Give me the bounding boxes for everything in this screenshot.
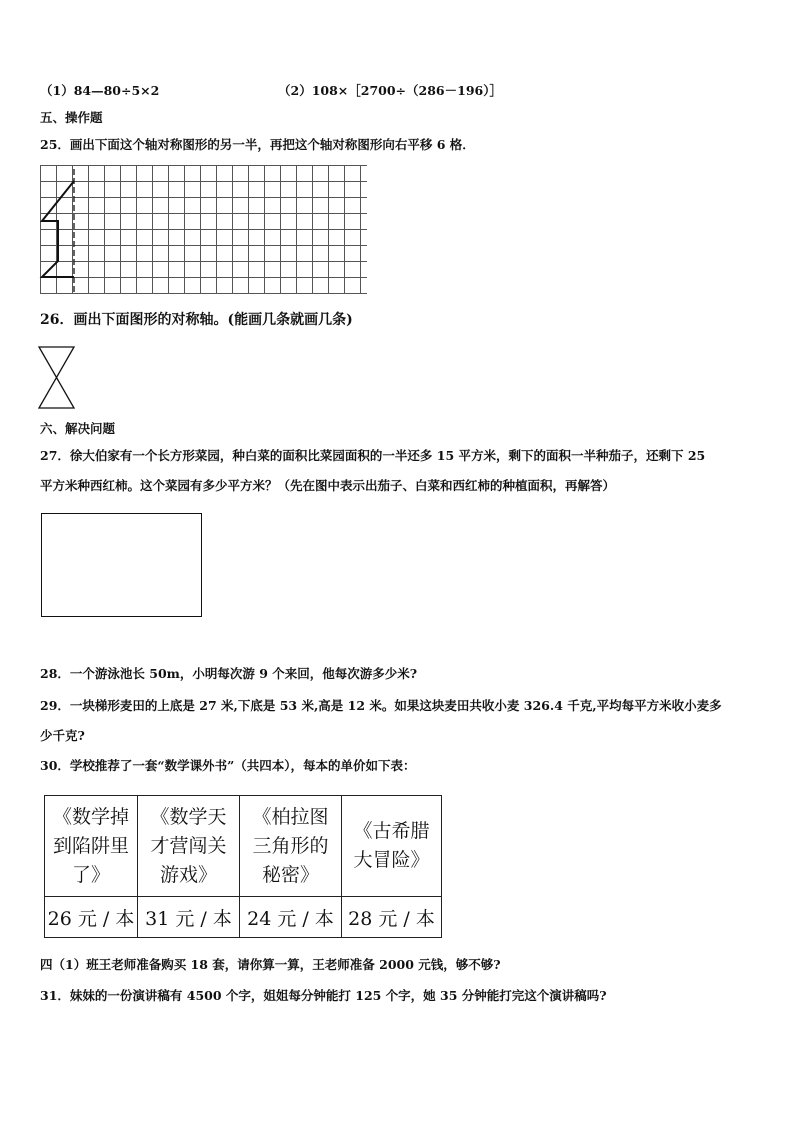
book-price-cell: 24 元 / 本 [240, 897, 342, 938]
book-price-cell: 26 元 / 本 [45, 897, 138, 938]
section-6-title: 六、解决问题 [40, 421, 116, 436]
book-title-cell: 《数学天 才营闯关 游戏》 [138, 796, 240, 897]
book-title-cell: 《柏拉图 三角形的 秘密》 [240, 796, 342, 897]
question-27-line-1: 27．徐大伯家有一个长方形菜园，种白菜的面积比菜园面积的一半还多 15 平方米，剩下的面积一半种茄子，还剩下 25 [40, 448, 706, 463]
book-title-cell: 《古希腊 大冒险》 [342, 796, 442, 897]
question-31: 31．妹妹的一份演讲稿有 4500 个字，姐姐每分钟能打 125 个字，她 35 分钟能打完这个演讲稿吗? [40, 988, 607, 1003]
book-title-cell: 《数学掉 到陷阱里 了》 [45, 796, 138, 897]
question-27-line-2: 平方米种西红柿。这个菜园有多少平方米？（先在图中表示出茄子、白菜和西红柿的种植面积，再解答） [40, 478, 616, 493]
section-5-title: 五、操作题 [40, 110, 103, 125]
question-28: 28．一个游泳池长 50m，小明每次游 9 个来回，他每次游多少米? [40, 666, 418, 681]
question-29-line-2: 少千克? [40, 728, 85, 743]
question-26: 26．画出下面图形的对称轴。(能画几条就画几条) [40, 312, 353, 328]
q27-garden-rectangle [41, 513, 202, 617]
question-29-line-1: 29．一块梯形麦田的上底是 27 米,下底是 53 米,高是 12 米。如果这块麦田共收小麦 326.4 千克,平均每平方米收小麦多 [40, 698, 722, 713]
question-30-ask: 四（1）班王老师准备购买 18 套，请你算一算，王老师准备 2000 元钱，够不够? [40, 957, 501, 972]
calc-question-1: （1）84—80÷5×2 [40, 83, 160, 98]
q26-hourglass-figure [38, 346, 76, 410]
q25-grid [40, 165, 368, 296]
book-price-cell: 31 元 / 本 [138, 897, 240, 938]
question-30: 30．学校推荐了一套“数学课外书”（共四本），每本的单价如下表： [40, 758, 416, 773]
book-price-table [44, 795, 442, 938]
book-price-cell: 28 元 / 本 [342, 897, 442, 938]
question-25: 25．画出下面这个轴对称图形的另一半，再把这个轴对称图形向右平移 6 格． [40, 137, 475, 152]
calc-question-2: （2）108×［2700÷（286－196）］ [278, 83, 502, 98]
